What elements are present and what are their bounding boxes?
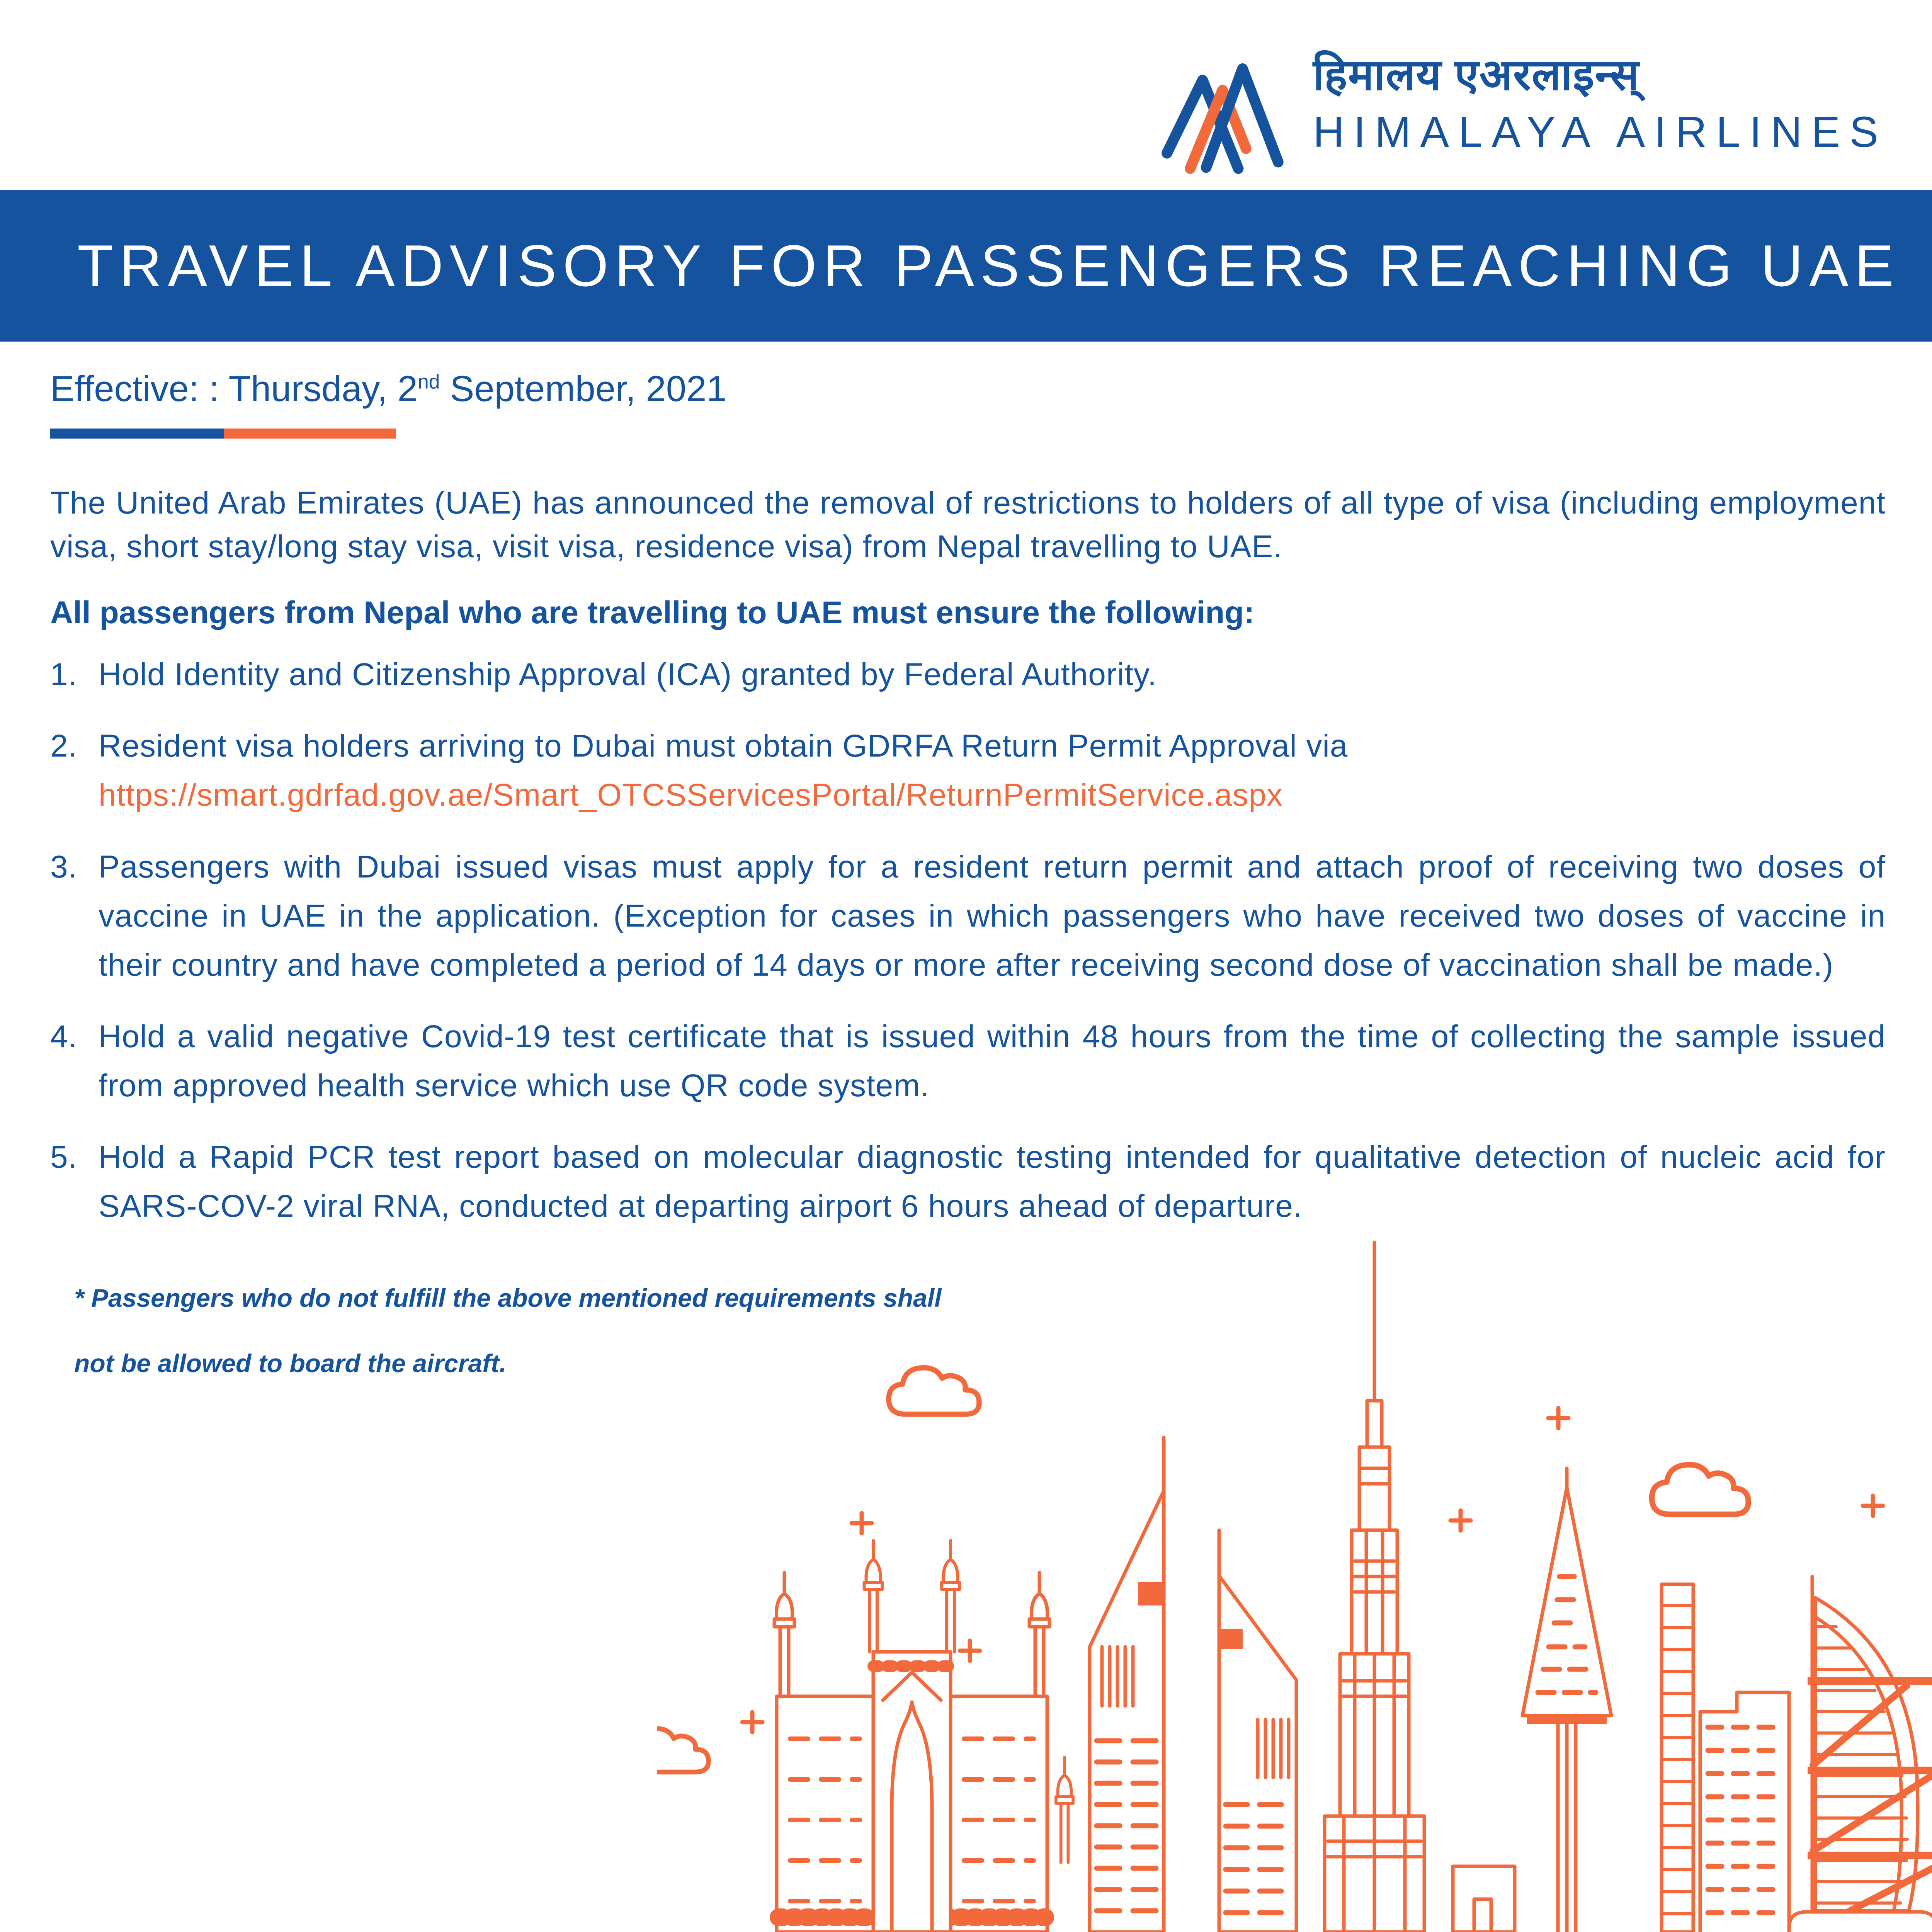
- list-item-text: Hold a Rapid PCR test report based on molecular diagnostic testing intended for qualitative detection of nucleic acid for SARS-COV-2 viral RNA, conducted at departing airport 6 hours ahead of departure.: [99, 1139, 1886, 1224]
- title-banner: [0, 190, 1932, 342]
- ladder-tower: [1662, 1584, 1693, 1932]
- list-item-number: 5.: [50, 1139, 78, 1175]
- list-item-text: Passengers with Dubai issued visas must apply for a resident return permit and attach proof of receiving two doses of vaccine in UAE in the application. (Exception for cases in which passengers who have received two doses of vaccine in their country and have completed a period of 14 days or more after receiving second dose of vaccination shall be made.): [99, 849, 1886, 983]
- plus-icon: [1863, 1496, 1883, 1516]
- list-item-text-line: Resident visa holders arriving to Dubai must obtain GDRFA Return Permit Approval via: [99, 728, 1348, 764]
- plus-icon: [960, 1641, 980, 1661]
- brand-wordmark: [1313, 50, 1888, 157]
- small-building: [1453, 1866, 1515, 1932]
- list-item-text: Hold Identity and Citizenship Approval (ICA) granted by Federal Authority.: [99, 657, 1157, 692]
- atlantis-hotel: [774, 1541, 1073, 1932]
- brand-name-devanagari: हिमालय एअरलाइन्स्: [1313, 51, 1640, 99]
- divider-bar: [50, 429, 396, 439]
- boarding-note-line1: * Passengers who do not fulfill the above mentioned requirements shall: [74, 1284, 942, 1313]
- list-item: [50, 650, 1886, 699]
- list-item-number: 4.: [50, 1019, 78, 1054]
- plus-icon: [1451, 1510, 1471, 1531]
- emirates-tower-two: [1219, 1530, 1296, 1932]
- plus-icon: [1548, 1408, 1568, 1428]
- mountain-peaks-icon: [1153, 50, 1292, 178]
- list-item-text: Hold a valid negative Covid-19 test certificate that is issued within 48 hours from the time of collecting the sample issued from approved health service which use QR code system.: [99, 1019, 1886, 1103]
- dubai-skyline-illustration: [657, 1236, 1932, 1932]
- cloud-icon: [889, 1368, 979, 1414]
- emirates-tower-one: [1090, 1437, 1164, 1932]
- requirements-list: [50, 650, 1886, 1231]
- requirements-heading: All passengers from Nepal who are travelling to UAE must ensure the following:: [50, 595, 1255, 631]
- effective-date-prefix: Effective: : Thursday, 2: [50, 368, 418, 409]
- effective-date-ordinal: nd: [417, 370, 440, 393]
- list-item-text: [99, 721, 1886, 820]
- divider-orange-segment: [224, 429, 396, 439]
- cloud-icon: [1652, 1465, 1748, 1514]
- list-item: [50, 721, 1886, 820]
- boarding-note-line2: not be allowed to board the aircraft.: [74, 1349, 507, 1378]
- gdrfa-link[interactable]: https://smart.gdrfad.gov.ae/Smart_OTCSServicesPortal/ReturnPermitService.aspx: [99, 777, 1283, 813]
- divider-blue-segment: [50, 429, 224, 439]
- window-tower: [1700, 1692, 1789, 1932]
- cloud-icon: [657, 1729, 708, 1772]
- list-item: [50, 842, 1886, 990]
- effective-date: [50, 367, 1886, 411]
- brand-logo: [1153, 50, 1888, 178]
- burj-al-arab: [1789, 1577, 1932, 1932]
- list-item-number: 1.: [50, 657, 78, 692]
- plus-icon: [852, 1513, 872, 1533]
- page-title: TRAVEL ADVISORY FOR PASSENGERS REACHING UAE: [77, 233, 1900, 299]
- intro-paragraph: The United Arab Emirates (UAE) has announced the removal of restrictions to holders of all type of visa (including employment visa, short stay/long stay visa, visit visa, residence visa) from Nepal travelling to UAE.: [50, 485, 1886, 564]
- list-item: [50, 1133, 1886, 1231]
- plus-icon: [742, 1712, 762, 1732]
- list-item-number: 2.: [50, 728, 78, 764]
- effective-date-suffix: September, 2021: [440, 368, 727, 409]
- list-item-number: 3.: [50, 849, 78, 884]
- list-item: [50, 1012, 1886, 1110]
- brand-name-latin: HIMALAYA AIRLINES: [1313, 107, 1888, 156]
- burj-khalifa: [1325, 1242, 1424, 1932]
- cone-tower: [1522, 1468, 1611, 1932]
